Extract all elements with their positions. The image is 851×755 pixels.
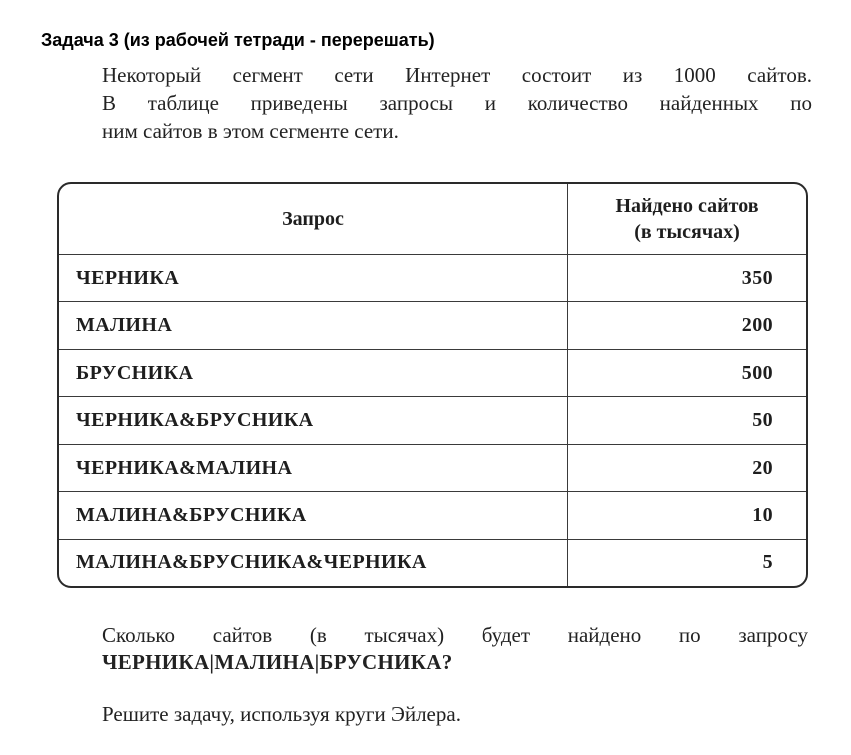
query-table [57,182,808,588]
table-row [59,397,806,444]
query-cell: ЧЕРНИКА&БРУСНИКА [59,397,568,444]
table-row [59,444,806,491]
found-cell: 200 [568,302,807,349]
question-line: Сколько сайтов (в тысячах) будет найдено по запросу [102,623,808,647]
query-cell: МАЛИНА [59,302,568,349]
found-column-header [568,184,807,255]
table-row [59,349,806,396]
table-row [59,539,806,586]
table-row [59,302,806,349]
query-cell: ЧЕРНИКА [59,255,568,302]
table-row [59,492,806,539]
found-header-line1: Найдено сайтов [615,195,759,217]
found-cell: 20 [568,444,807,491]
page-heading: Задача 3 (из рабочей тетради - перерешать) [41,30,435,50]
intro-line: В таблице приведены запросы и количество найденных по [102,91,812,115]
query-cell: БРУСНИКА [59,349,568,396]
found-cell: 50 [568,397,807,444]
question-paragraph [102,622,808,676]
found-cell: 350 [568,255,807,302]
table-row [59,255,806,302]
question-expression: ЧЕРНИКА|МАЛИНА|БРУСНИКА? [102,650,453,674]
table-header-row [59,184,806,255]
found-cell: 5 [568,539,807,586]
query-cell: МАЛИНА&БРУСНИКА&ЧЕРНИКА [59,539,568,586]
query-cell: МАЛИНА&БРУСНИКА [59,492,568,539]
found-cell: 500 [568,349,807,396]
query-column-header: Запрос [59,184,568,255]
found-cell: 10 [568,492,807,539]
intro-paragraph [102,61,812,145]
task-instruction: Решите задачу, используя круги Эйлера. [102,702,461,726]
found-header-line2: (в тысячах) [634,221,740,243]
intro-line: Некоторый сегмент сети Интернет состоит из 1000 сайтов. [102,63,812,87]
intro-line: ним сайтов в этом сегменте сети. [102,119,399,143]
query-cell: ЧЕРНИКА&МАЛИНА [59,444,568,491]
